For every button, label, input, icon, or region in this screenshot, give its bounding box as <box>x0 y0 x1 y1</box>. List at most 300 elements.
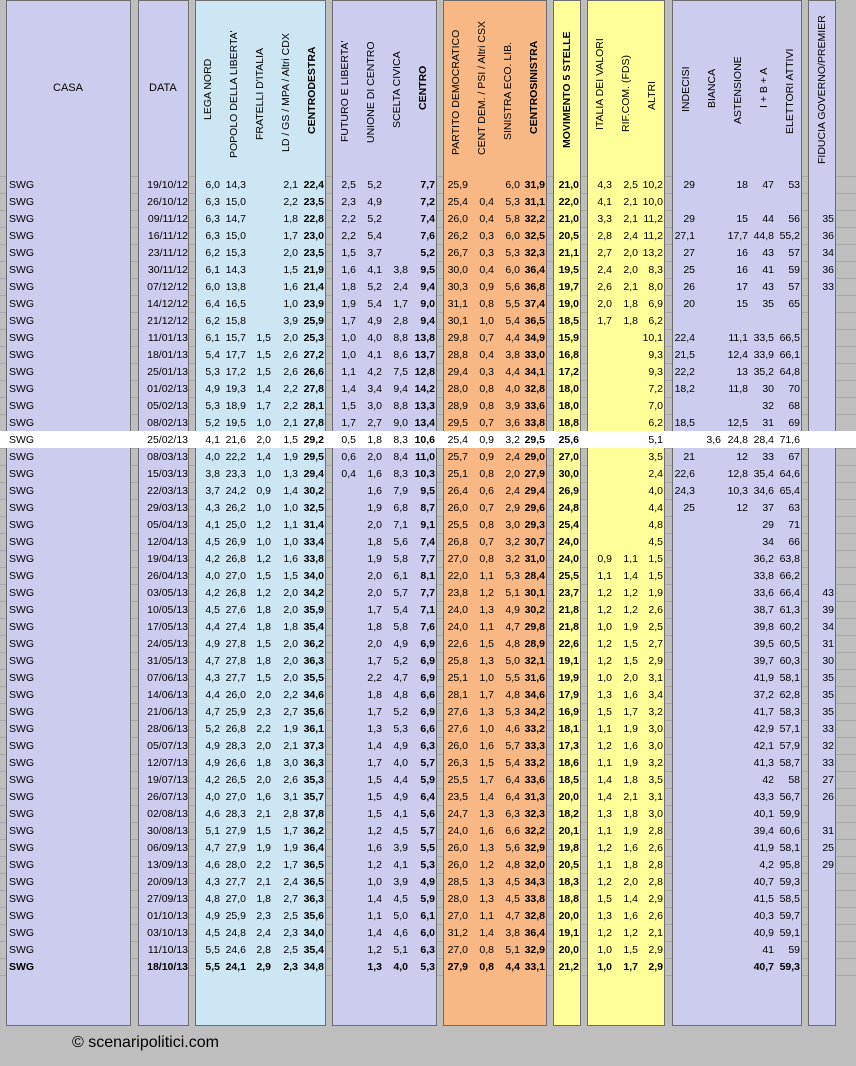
cell-indecisi: 18,5 <box>674 417 695 429</box>
cell-ibea: 32 <box>762 400 774 412</box>
cell-m5s: 25,6 <box>558 434 579 446</box>
cell-centro: 11,0 <box>415 451 435 463</box>
cell-centrodestra: 33,8 <box>303 553 324 565</box>
cell-ld: 1,0 <box>283 298 298 310</box>
cell-sel: 2,9 <box>505 502 520 514</box>
cell-sel: 5,6 <box>505 842 520 854</box>
cell-fiducia: 29 <box>822 859 834 871</box>
cell-casa: SWG <box>9 519 35 531</box>
cell-lega-nord: 4,3 <box>205 672 220 684</box>
table-row <box>0 907 856 924</box>
cell-fiducia: 36 <box>822 230 834 242</box>
cell-data: 03/05/13 <box>147 587 188 599</box>
cell-sel: 5,7 <box>505 740 520 752</box>
cell-elettori: 61,3 <box>779 604 800 616</box>
cell-fli: 2,5 <box>341 179 356 191</box>
cell-rc: 1,5 <box>623 655 638 667</box>
cell-m5s: 18,5 <box>558 774 579 786</box>
cell-m5s: 24,8 <box>558 502 579 514</box>
cell-centrodestra: 36,5 <box>303 876 324 888</box>
cell-pdl: 28,0 <box>225 859 246 871</box>
cell-sc: 4,5 <box>393 825 408 837</box>
cell-centrosinistra: 28,4 <box>524 570 545 582</box>
cell-pd: 26,0 <box>447 842 468 854</box>
cell-sc: 5,7 <box>393 587 408 599</box>
cell-pdl: 19,5 <box>225 417 246 429</box>
cell-ld: 1,7 <box>283 230 298 242</box>
cell-cd: 1,3 <box>479 842 494 854</box>
cell-m5s: 19,7 <box>558 281 579 293</box>
cell-cd: 0,8 <box>479 383 494 395</box>
cell-elettori: 95,8 <box>779 859 800 871</box>
cell-altri: 10,1 <box>642 332 663 344</box>
cell-idv: 1,5 <box>597 706 612 718</box>
cell-m5s: 21,8 <box>558 604 579 616</box>
cell-elettori: 60,3 <box>779 655 800 667</box>
cell-data: 26/04/13 <box>147 570 188 582</box>
cell-pd: 26,8 <box>447 536 468 548</box>
cell-centrosinistra: 29,3 <box>524 519 545 531</box>
cell-udc: 4,1 <box>367 264 382 276</box>
table-row <box>0 890 856 907</box>
cell-udc: 1,4 <box>367 740 382 752</box>
cell-idv: 2,8 <box>597 230 612 242</box>
cell-data: 27/09/13 <box>147 893 188 905</box>
cell-data: 26/10/12 <box>147 196 188 208</box>
cell-centro: 9,0 <box>420 298 435 310</box>
cell-cd: 0,9 <box>479 281 494 293</box>
cell-altri: 2,4 <box>648 468 663 480</box>
cell-centrosinistra: 32,9 <box>524 842 545 854</box>
cell-m5s: 16,8 <box>558 349 579 361</box>
cell-centro: 13,3 <box>414 400 435 412</box>
cell-udc: 5,2 <box>367 213 382 225</box>
cell-centrodestra: 29,2 <box>303 434 324 446</box>
cell-fiducia: 33 <box>822 723 834 735</box>
cell-pdl: 27,8 <box>225 638 246 650</box>
cell-udc: 1,6 <box>367 485 382 497</box>
cell-ibea: 41 <box>762 264 774 276</box>
cell-idv: 1,2 <box>597 655 612 667</box>
cell-cd: 0,7 <box>479 417 494 429</box>
cell-sc: 3,8 <box>393 264 408 276</box>
cell-m5s: 27,0 <box>558 451 579 463</box>
cell-data: 25/02/13 <box>147 434 188 446</box>
cell-m5s: 18,2 <box>558 808 579 820</box>
cell-casa: SWG <box>9 808 35 820</box>
cell-rc: 1,6 <box>623 910 638 922</box>
cell-data: 22/03/13 <box>147 485 188 497</box>
table-row <box>0 839 856 856</box>
cell-fdi: 1,5 <box>256 332 271 344</box>
cell-data: 14/06/13 <box>147 689 188 701</box>
cell-astensione: 16 <box>736 264 748 276</box>
cell-sel: 4,8 <box>505 638 520 650</box>
cell-m5s: 21,8 <box>558 621 579 633</box>
cell-fdi: 2,9 <box>256 961 271 973</box>
cell-ld: 2,4 <box>283 876 298 888</box>
header-ibea: I + B + A <box>758 67 770 108</box>
table-row <box>0 550 856 567</box>
cell-cd: 1,0 <box>479 672 494 684</box>
cell-pdl: 15,7 <box>225 332 246 344</box>
cell-rc: 1,8 <box>623 808 638 820</box>
cell-elettori: 65 <box>788 298 800 310</box>
cell-lega-nord: 3,7 <box>205 485 220 497</box>
cell-ld: 1,6 <box>283 281 298 293</box>
cell-sel: 6,4 <box>505 791 520 803</box>
cell-centro: 7,1 <box>420 604 435 616</box>
cell-lega-nord: 4,0 <box>205 791 220 803</box>
cell-sel: 3,8 <box>505 349 520 361</box>
cell-centrosinistra: 32,2 <box>524 825 545 837</box>
cell-ld: 3,9 <box>283 315 298 327</box>
cell-data: 09/11/12 <box>147 213 188 225</box>
cell-altri: 2,9 <box>648 961 663 973</box>
cell-m5s: 19,5 <box>558 264 579 276</box>
cell-udc: 5,4 <box>367 230 382 242</box>
cell-indecisi: 25 <box>683 502 695 514</box>
cell-sel: 6,4 <box>505 774 520 786</box>
cell-altri: 7,2 <box>648 383 663 395</box>
table-row <box>0 788 856 805</box>
cell-data: 13/09/13 <box>147 859 188 871</box>
cell-udc: 1,0 <box>367 876 382 888</box>
cell-lega-nord: 6,0 <box>205 179 220 191</box>
cell-casa: SWG <box>9 468 35 480</box>
cell-elettori: 59,3 <box>779 876 800 888</box>
cell-m5s: 19,9 <box>558 672 579 684</box>
cell-sel: 4,7 <box>505 621 520 633</box>
cell-pd: 28,8 <box>447 349 468 361</box>
cell-pdl: 14,3 <box>225 179 246 191</box>
cell-ibea: 38,7 <box>753 604 774 616</box>
cell-centro: 5,9 <box>420 774 435 786</box>
cell-centrodestra: 32,5 <box>303 502 324 514</box>
cell-lega-nord: 4,9 <box>205 910 220 922</box>
cell-sel: 4,4 <box>505 366 520 378</box>
cell-centrosinistra: 32,1 <box>524 655 545 667</box>
cell-sc: 4,1 <box>393 808 408 820</box>
table-row <box>0 261 856 278</box>
cell-ibea: 43 <box>762 281 774 293</box>
cell-fdi: 1,2 <box>256 587 271 599</box>
cell-altri: 2,7 <box>648 638 663 650</box>
cell-pdl: 17,7 <box>225 349 246 361</box>
cell-casa: SWG <box>9 315 35 327</box>
cell-ld: 1,0 <box>283 536 298 548</box>
cell-ibea: 35,4 <box>753 468 774 480</box>
cell-casa: SWG <box>9 655 35 667</box>
cell-centrodestra: 26,6 <box>303 366 324 378</box>
cell-udc: 1,3 <box>367 723 382 735</box>
cell-centrosinistra: 33,8 <box>524 417 545 429</box>
cell-centro: 6,3 <box>420 944 435 956</box>
cell-data: 05/07/13 <box>147 740 188 752</box>
cell-elettori: 59,3 <box>779 961 800 973</box>
cell-altri: 13,2 <box>642 247 663 259</box>
cell-pdl: 25,9 <box>225 706 246 718</box>
cell-ld: 2,0 <box>283 332 298 344</box>
cell-altri: 3,5 <box>648 774 663 786</box>
cell-centro: 9,4 <box>420 315 435 327</box>
cell-ld: 1,9 <box>283 451 298 463</box>
cell-altri: 1,5 <box>648 570 663 582</box>
cell-data: 01/10/13 <box>147 910 188 922</box>
cell-altri: 4,8 <box>648 519 663 531</box>
cell-ld: 1,5 <box>283 434 298 446</box>
table-row <box>0 601 856 618</box>
cell-fiducia: 34 <box>822 247 834 259</box>
cell-cd: 1,2 <box>479 587 494 599</box>
cell-cd: 0,8 <box>479 961 494 973</box>
cell-rc: 1,8 <box>623 315 638 327</box>
cell-pdl: 17,2 <box>225 366 246 378</box>
cell-m5s: 24,0 <box>558 536 579 548</box>
cell-idv: 1,1 <box>597 757 612 769</box>
cell-pd: 26,4 <box>447 485 468 497</box>
header-rc: RIF.COM. (FDS) <box>620 55 632 132</box>
cell-ibea: 39,4 <box>753 825 774 837</box>
cell-altri: 1,5 <box>648 553 663 565</box>
cell-sc: 4,6 <box>393 927 408 939</box>
cell-centrodestra: 35,6 <box>303 910 324 922</box>
cell-altri: 3,5 <box>648 451 663 463</box>
cell-ld: 2,2 <box>283 400 298 412</box>
cell-fdi: 1,0 <box>256 468 271 480</box>
cell-fiducia: 31 <box>822 638 834 650</box>
cell-idv: 1,0 <box>597 961 612 973</box>
cell-udc: 1,8 <box>367 434 382 446</box>
cell-centro: 7,7 <box>420 587 435 599</box>
cell-fdi: 2,3 <box>256 910 271 922</box>
cell-udc: 1,6 <box>367 468 382 480</box>
cell-centrosinistra: 34,1 <box>524 366 545 378</box>
cell-fdi: 1,5 <box>256 349 271 361</box>
cell-udc: 1,9 <box>367 502 382 514</box>
cell-cd: 0,4 <box>479 264 494 276</box>
table-row <box>0 754 856 771</box>
cell-cd: 0,8 <box>479 553 494 565</box>
cell-ibea: 47 <box>762 179 774 191</box>
cell-udc: 4,1 <box>367 349 382 361</box>
cell-ld: 2,8 <box>283 808 298 820</box>
cell-casa: SWG <box>9 757 35 769</box>
cell-rc: 1,6 <box>623 689 638 701</box>
table-row <box>0 193 856 210</box>
cell-centrosinistra: 36,4 <box>524 927 545 939</box>
table-row <box>0 312 856 329</box>
cell-casa: SWG <box>9 638 35 650</box>
cell-udc: 5,2 <box>367 179 382 191</box>
cell-sc: 5,8 <box>393 553 408 565</box>
cell-cd: 0,3 <box>479 366 494 378</box>
cell-ibea: 33,9 <box>753 349 774 361</box>
cell-idv: 1,4 <box>597 774 612 786</box>
cell-fdi: 1,8 <box>256 757 271 769</box>
cell-casa: SWG <box>9 910 35 922</box>
cell-centrodestra: 34,8 <box>303 961 324 973</box>
cell-centro: 6,0 <box>420 927 435 939</box>
header-data: DATA <box>149 82 177 94</box>
cell-fli: 2,2 <box>341 230 356 242</box>
cell-centrodestra: 23,5 <box>303 247 324 259</box>
cell-casa: SWG <box>9 587 35 599</box>
cell-udc: 1,7 <box>367 706 382 718</box>
cell-rc: 1,7 <box>623 961 638 973</box>
cell-lega-nord: 4,6 <box>205 859 220 871</box>
cell-m5s: 18,0 <box>558 400 579 412</box>
cell-lega-nord: 6,0 <box>205 281 220 293</box>
table-row <box>0 176 856 193</box>
cell-casa: SWG <box>9 570 35 582</box>
cell-elettori: 58,1 <box>779 672 800 684</box>
cell-fli: 1,4 <box>341 383 356 395</box>
cell-udc: 1,8 <box>367 536 382 548</box>
cell-fdi: 1,0 <box>256 502 271 514</box>
cell-ibea: 43 <box>762 247 774 259</box>
cell-idv: 1,2 <box>597 927 612 939</box>
cell-centrodestra: 31,4 <box>303 519 324 531</box>
cell-sc: 5,2 <box>393 655 408 667</box>
cell-fiducia: 30 <box>822 655 834 667</box>
table-row <box>0 346 856 363</box>
cell-cd: 1,7 <box>479 689 494 701</box>
cell-centro: 10,6 <box>414 434 435 446</box>
cell-centrosinistra: 33,6 <box>524 400 545 412</box>
cell-pd: 26,3 <box>447 757 468 769</box>
cell-pd: 31,2 <box>447 927 468 939</box>
header-centrosinistra: CENTROSINISTRA <box>528 40 540 134</box>
cell-idv: 4,3 <box>597 179 612 191</box>
cell-fdi: 2,4 <box>256 927 271 939</box>
cell-fdi: 2,3 <box>256 706 271 718</box>
cell-pdl: 19,3 <box>225 383 246 395</box>
cell-ibea: 41,5 <box>753 893 774 905</box>
cell-m5s: 18,3 <box>558 876 579 888</box>
cell-ibea: 29 <box>762 519 774 531</box>
cell-astensione: 12,5 <box>727 417 748 429</box>
cell-centrosinistra: 32,8 <box>524 383 545 395</box>
header-fli: FUTURO E LIBERTA' <box>339 40 351 142</box>
cell-elettori: 65,4 <box>779 485 800 497</box>
cell-cd: 1,5 <box>479 638 494 650</box>
cell-centrosinistra: 32,3 <box>524 808 545 820</box>
cell-pd: 29,8 <box>447 332 468 344</box>
cell-cd: 1,1 <box>479 570 494 582</box>
cell-centro: 6,1 <box>420 910 435 922</box>
cell-lega-nord: 4,4 <box>205 689 220 701</box>
cell-idv: 1,1 <box>597 723 612 735</box>
cell-centrodestra: 35,5 <box>303 672 324 684</box>
cell-pd: 29,5 <box>447 417 468 429</box>
cell-sel: 5,1 <box>505 587 520 599</box>
cell-fdi: 1,8 <box>256 893 271 905</box>
cell-lega-nord: 4,4 <box>205 621 220 633</box>
cell-centrodestra: 23,9 <box>303 298 324 310</box>
cell-idv: 2,6 <box>597 281 612 293</box>
cell-sel: 6,6 <box>505 825 520 837</box>
cell-ld: 2,0 <box>283 587 298 599</box>
cell-sc: 9,0 <box>393 417 408 429</box>
cell-elettori: 63 <box>788 502 800 514</box>
cell-idv: 1,0 <box>597 672 612 684</box>
cell-m5s: 25,4 <box>558 519 579 531</box>
cell-udc: 1,6 <box>367 842 382 854</box>
cell-sel: 5,1 <box>505 944 520 956</box>
cell-rc: 1,2 <box>623 927 638 939</box>
cell-altri: 2,6 <box>648 842 663 854</box>
cell-fdi: 1,2 <box>256 553 271 565</box>
cell-pdl: 15,0 <box>225 230 246 242</box>
cell-pd: 25,4 <box>447 434 468 446</box>
cell-elettori: 57,9 <box>779 740 800 752</box>
cell-sel: 5,5 <box>505 672 520 684</box>
cell-ld: 2,5 <box>283 944 298 956</box>
cell-cd: 1,5 <box>479 757 494 769</box>
cell-sel: 5,3 <box>505 247 520 259</box>
cell-ld: 2,6 <box>283 349 298 361</box>
cell-fdi: 2,1 <box>256 808 271 820</box>
cell-altri: 3,0 <box>648 723 663 735</box>
cell-pdl: 22,2 <box>225 451 246 463</box>
cell-casa: SWG <box>9 247 35 259</box>
cell-altri: 2,9 <box>648 655 663 667</box>
cell-cd: 0,4 <box>479 213 494 225</box>
cell-idv: 1,2 <box>597 638 612 650</box>
cell-fdi: 2,0 <box>256 434 271 446</box>
cell-elettori: 66,4 <box>779 587 800 599</box>
cell-ibea: 44,8 <box>753 230 774 242</box>
cell-lega-nord: 5,1 <box>205 825 220 837</box>
cell-m5s: 19,0 <box>558 298 579 310</box>
cell-idv: 2,7 <box>597 247 612 259</box>
cell-casa: SWG <box>9 723 35 735</box>
header-bianca: BIANCA <box>706 68 718 108</box>
cell-idv: 1,5 <box>597 893 612 905</box>
cell-centro: 7,7 <box>420 553 435 565</box>
cell-elettori: 58,5 <box>779 893 800 905</box>
cell-lega-nord: 4,7 <box>205 842 220 854</box>
cell-fli: 2,3 <box>341 196 356 208</box>
cell-fli: 1,7 <box>341 315 356 327</box>
cell-udc: 3,7 <box>367 247 382 259</box>
cell-idv: 1,3 <box>597 689 612 701</box>
cell-centro: 5,9 <box>420 893 435 905</box>
cell-cd: 0,7 <box>479 332 494 344</box>
cell-idv: 1,4 <box>597 791 612 803</box>
cell-centrosinistra: 33,2 <box>524 723 545 735</box>
cell-altri: 2,8 <box>648 825 663 837</box>
cell-cd: 1,3 <box>479 604 494 616</box>
table-row <box>0 618 856 635</box>
cell-altri: 2,6 <box>648 604 663 616</box>
cell-pd: 25,5 <box>447 774 468 786</box>
cell-pdl: 16,5 <box>225 298 246 310</box>
cell-rc: 1,8 <box>623 859 638 871</box>
cell-centrosinistra: 30,1 <box>524 587 545 599</box>
cell-lega-nord: 5,3 <box>205 366 220 378</box>
cell-centro: 6,6 <box>420 689 435 701</box>
cell-lega-nord: 4,1 <box>205 434 220 446</box>
cell-cd: 0,6 <box>479 485 494 497</box>
cell-ibea: 28,4 <box>753 434 774 446</box>
cell-sel: 4,0 <box>505 383 520 395</box>
cell-pd: 26,0 <box>447 740 468 752</box>
cell-pdl: 24,8 <box>225 927 246 939</box>
cell-sel: 4,4 <box>505 332 520 344</box>
cell-altri: 2,5 <box>648 621 663 633</box>
